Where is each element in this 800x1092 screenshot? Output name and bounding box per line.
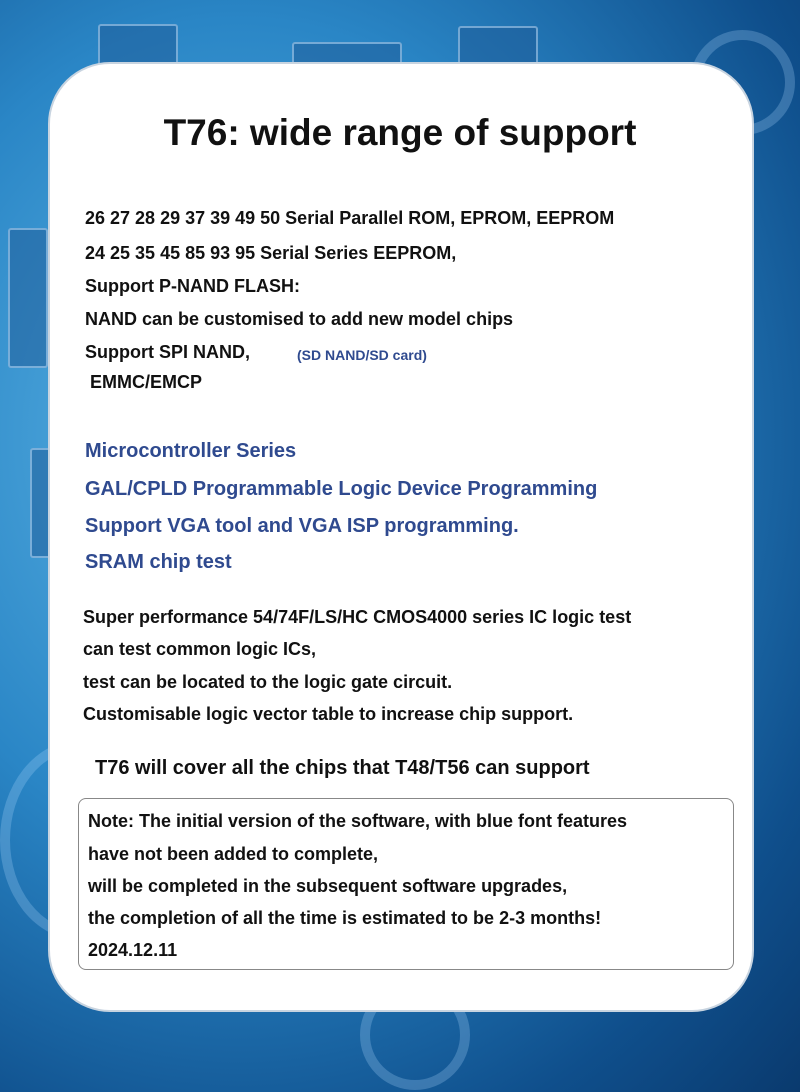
spi-nand-note: (SD NAND/SD card) [297, 347, 427, 363]
feature-line: SRAM chip test [85, 551, 232, 573]
feature-line: GAL/CPLD Programmable Logic Device Programming [85, 478, 598, 500]
logic-line: test can be located to the logic gate circuit. [83, 672, 453, 692]
memory-line: Support SPI NAND, [85, 342, 250, 362]
memory-line: NAND can be customised to add new model chips [85, 309, 514, 329]
feature-line: Microcontroller Series [85, 440, 297, 462]
logic-line: Customisable logic vector table to increase chip support. [83, 704, 574, 724]
memory-line: 26 27 28 29 37 39 49 50 Serial Parallel ROM, EPROM, EEPROM [85, 208, 615, 228]
coverage-statement: T76 will cover all the chips that T48/T56 can support [95, 757, 590, 779]
note-line: will be completed in the subsequent software upgrades, [88, 876, 568, 896]
page-title: T76: wide range of support [163, 112, 637, 153]
feature-line: Support VGA tool and VGA ISP programming. [85, 515, 519, 537]
memory-line: Support P-NAND FLASH: [85, 276, 300, 296]
background-screen [8, 228, 48, 368]
memory-line: 24 25 35 45 85 93 95 Serial Series EEPROM, [85, 243, 457, 263]
memory-line: EMMC/EMCP [90, 372, 202, 392]
logic-line: Super performance 54/74F/LS/HC CMOS4000 series IC logic test [83, 607, 632, 627]
note-line: Note: The initial version of the software, with blue font features [88, 811, 628, 831]
note-line: the completion of all the time is estimated to be 2-3 months! [88, 908, 602, 928]
note-line: have not been added to complete, [88, 844, 379, 864]
logic-line: can test common logic ICs, [83, 639, 317, 659]
note-date: 2024.12.11 [88, 940, 178, 960]
